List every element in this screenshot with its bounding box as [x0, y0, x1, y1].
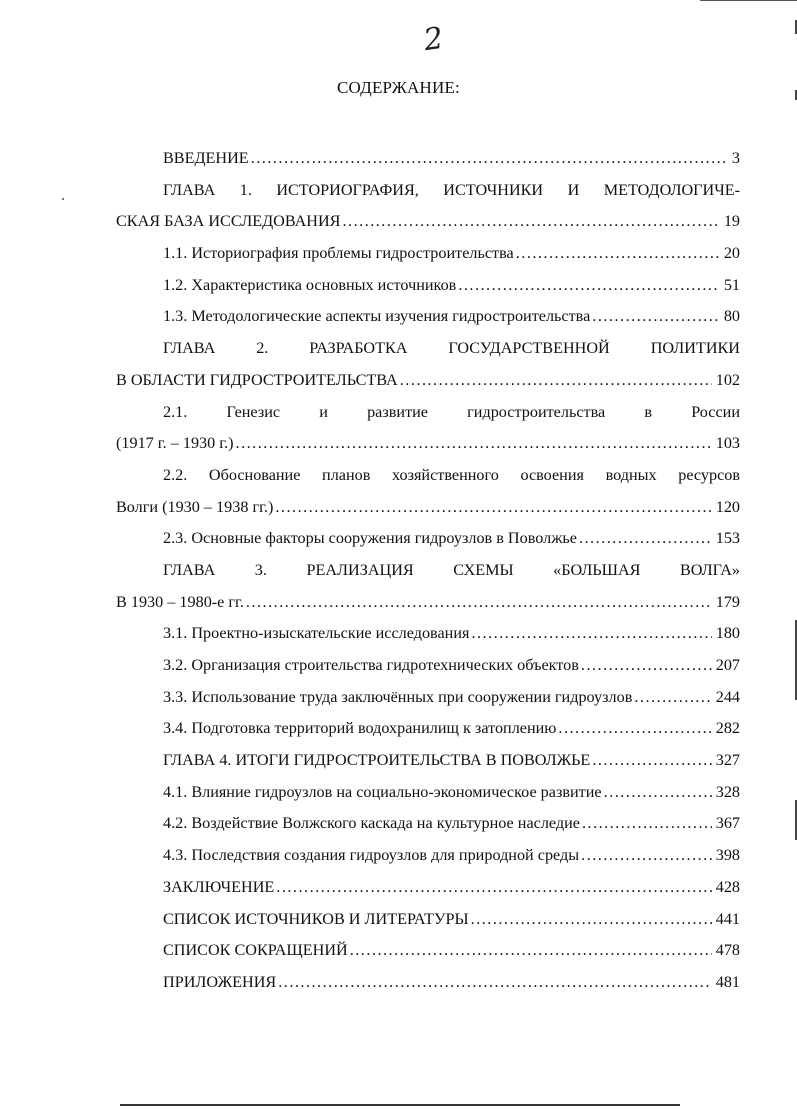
toc-entry	[116, 555, 740, 587]
toc-entry	[116, 650, 740, 682]
toc-leader-dots	[581, 840, 712, 872]
toc-leader-dots	[275, 492, 711, 524]
toc-leader-dots	[582, 808, 712, 840]
toc-leader-dots	[471, 904, 712, 936]
toc-entry-page: 207	[715, 656, 740, 674]
toc-entry-title: 1.2. Характеристика основных источников	[163, 275, 457, 294]
toc-entry-title: СКАЯ БАЗА ИССЛЕДОВАНИЯ	[116, 212, 341, 231]
toc-leader-dots	[592, 301, 720, 333]
toc-entry-title: 4.2. Воздействие Волжского каскада на культурное наследие	[163, 814, 580, 833]
toc-entry-title: Волги (1930 – 1938 гг.)	[116, 497, 274, 516]
toc-entry-page: 328	[715, 782, 740, 801]
toc-entry-title: ГЛАВА 2. РАЗРАБОТКА ГОСУДАРСТВЕННОЙ ПОЛИТИКИ	[163, 339, 740, 358]
toc-entry	[116, 935, 740, 967]
toc-leader-dots	[579, 523, 712, 555]
toc-entry-page: 282	[715, 719, 740, 738]
toc-entry-page: 19	[723, 212, 740, 231]
toc-entry-page: 244	[715, 687, 740, 706]
toc-entry-page: 441	[715, 909, 740, 928]
toc-leader-dots	[236, 428, 712, 460]
toc-entry	[116, 143, 740, 175]
toc-entry-page: 153	[715, 529, 740, 548]
toc-entry	[116, 238, 740, 270]
toc-entry-page: 80	[723, 307, 740, 326]
toc-entry-page: 367	[715, 814, 740, 833]
toc-entry	[116, 904, 740, 936]
toc-leader-dots	[471, 618, 711, 650]
toc-entry-page: 398	[715, 846, 740, 865]
toc-entry-title: 2.2. Обоснование планов хозяйственного освоения водных ресурсов	[163, 465, 740, 484]
toc-entry	[116, 460, 740, 492]
toc-entry	[116, 777, 740, 809]
toc-entry-title: ГЛАВА 3. РЕАЛИЗАЦИЯ СХЕМЫ «БОЛЬШАЯ ВОЛГА»	[163, 560, 740, 579]
toc-entry-title: СПИСОК СОКРАЩЕНИЙ	[163, 941, 348, 960]
scan-edge-bottom	[120, 1104, 680, 1106]
toc-entry-title: 3.2. Организация строительства гидротехнических объектов	[163, 656, 579, 674]
toc-leader-dots	[246, 587, 712, 619]
toc-entry-title: 3.4. Подготовка территорий водохранилищ к затоплению	[163, 719, 557, 738]
toc-entry-title: 3.1. Проектно-изыскательские исследования	[163, 624, 470, 643]
toc-leader-dots	[604, 777, 712, 809]
toc-entry	[116, 301, 740, 333]
toc-entry-title: 4.1. Влияние гидроузлов на социально-экономическое развитие	[163, 782, 602, 801]
toc-leader-dots	[558, 713, 711, 745]
toc-leader-dots	[342, 206, 719, 238]
toc-entry	[116, 365, 740, 397]
toc-entry-page: 180	[715, 624, 740, 643]
toc-entry-page: 481	[715, 972, 740, 991]
toc-entry	[116, 206, 740, 238]
toc-entry	[116, 175, 740, 207]
toc-entry-title: ГЛАВА 4. ИТОГИ ГИДРОСТРОИТЕЛЬСТВА В ПОВОЛЖЬЕ	[163, 751, 591, 770]
toc-entry-page: 179	[715, 592, 740, 611]
toc-leader-dots	[581, 650, 712, 682]
toc-entry	[116, 270, 740, 302]
toc-entry-title: ГЛАВА 1. ИСТОРИОГРАФИЯ, ИСТОЧНИКИ И МЕТОДОЛОГИЧЕ-	[163, 180, 740, 199]
toc-entry	[116, 618, 740, 650]
toc-entry	[116, 745, 740, 777]
toc-entry-title: В ОБЛАСТИ ГИДРОСТРОИТЕЛЬСТВА	[116, 370, 398, 389]
toc-entry	[116, 840, 740, 872]
page-title: СОДЕРЖАНИЕ:	[337, 78, 460, 97]
toc-entry-page: 120	[715, 497, 740, 516]
toc-leader-dots	[350, 935, 712, 967]
toc-leader-dots	[516, 238, 720, 270]
toc-entry-title: (1917 г. – 1930 г.)	[116, 434, 234, 453]
scan-speck	[62, 198, 64, 200]
toc-leader-dots	[278, 967, 712, 999]
toc-entry-title: 2.3. Основные факторы сооружения гидроузлов в Поволжье	[163, 529, 577, 548]
toc-entry-title: 1.3. Методологические аспекты изучения гидростроительства	[163, 307, 591, 326]
toc-entry-page: 103	[715, 434, 740, 453]
toc-entry-title: 1.1. Историография проблемы гидростроительства	[163, 244, 514, 263]
toc-entry-title: 2.1. Генезис и развитие гидростроительства в России	[163, 402, 740, 421]
toc-leader-dots	[276, 872, 711, 904]
toc-entry-title: ЗАКЛЮЧЕНИЕ	[163, 877, 275, 896]
toc-entry-title: 3.3. Использование труда заключённых при сооружении гидроузлов	[163, 687, 633, 706]
toc-entry-page: 102	[715, 370, 740, 389]
toc-entry-title: ПРИЛОЖЕНИЯ	[163, 972, 277, 991]
toc-entry	[116, 523, 740, 555]
toc-entry	[116, 713, 740, 745]
toc-entry-page: 20	[723, 244, 740, 263]
toc-leader-dots	[400, 365, 712, 397]
toc-entry-title: В 1930 – 1980-е гг.	[116, 592, 244, 611]
toc-entry	[116, 492, 740, 524]
toc-entry-page: 51	[723, 275, 740, 294]
toc-leader-dots	[592, 745, 711, 777]
toc-entry-title: 4.3. Последствия создания гидроузлов для природной среды	[163, 846, 580, 865]
toc-entry-title: СПИСОК ИСТОЧНИКОВ И ЛИТЕРАТУРЫ	[163, 909, 469, 928]
toc-entry-title: ВВЕДЕНИЕ	[163, 149, 249, 167]
toc-leader-dots	[251, 143, 728, 175]
toc-entry-page: 327	[715, 751, 740, 770]
scan-edge-top	[700, 0, 797, 1]
toc-entry	[116, 587, 740, 619]
table-of-contents	[116, 143, 740, 999]
toc-entry-page: 428	[715, 877, 740, 896]
toc-entry	[116, 808, 740, 840]
toc-leader-dots	[634, 682, 711, 714]
toc-entry	[116, 967, 740, 999]
toc-leader-dots	[458, 270, 720, 302]
toc-entry-page: 478	[715, 941, 740, 960]
toc-entry	[116, 682, 740, 714]
toc-entry	[116, 397, 740, 429]
toc-entry	[116, 333, 740, 365]
toc-entry	[116, 872, 740, 904]
toc-entry	[116, 428, 740, 460]
toc-entry-page: 3	[731, 149, 740, 167]
handwritten-page-number: 2	[421, 20, 446, 59]
